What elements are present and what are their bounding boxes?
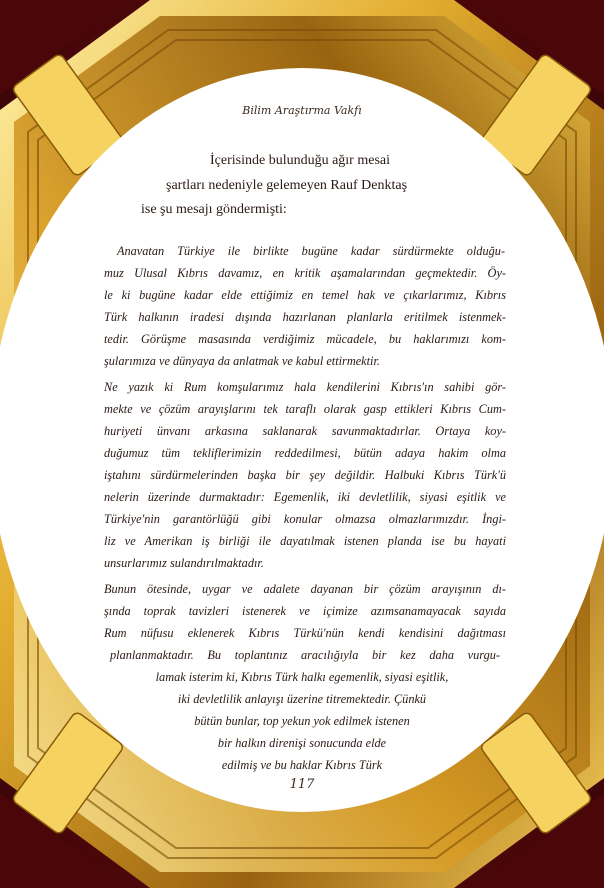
quote-line: muz Ulusal Kıbrıs davamız, en kritik aşamalarından geçmektedir. Öy-: [104, 266, 506, 280]
quote-line: Türk halkının iradesi dışında hazırlanan planlarla eritilmek istenmek-: [104, 310, 506, 324]
quote-line: iki devletlilik anlayışı üzerine titremektedir. Çünkü: [177, 692, 427, 706]
quote-line: lamak isterim ki, Kıbrıs Türk halkı egemenlik, siyasi eşitlik,: [155, 670, 449, 684]
quote-line: bütün bunlar, top yekun yok edilmek istenen: [194, 714, 410, 728]
quote-line: şında toprak tavizleri istenerek ve içimize azımsanamayacak sayıda: [104, 604, 506, 618]
quote-line: şularımıza ve dünyaya da anlatmak ve kabul ettirmektir.: [104, 354, 380, 368]
quote-line: Bunun ötesinde, uygar ve adalete dayanan bir çözüm arayışının dı-: [104, 582, 506, 596]
page-header: Bilim Araştırma Vakfı: [242, 104, 362, 117]
quote-line: Türkiye'nin garantörlüğü gibi konular olmazsa olmazlarımızdır. İngi-: [104, 512, 506, 526]
quote-line: bir halkın direnişi sonucunda elde: [217, 736, 387, 750]
intro-line: şartları nedeniyle gelemeyen Rauf Denktaş: [166, 178, 408, 193]
quote-line: unsurlarımız sulandırılmaktadır.: [104, 556, 264, 570]
quote-line: duğumuz tüm tekliflerimizin reddedilmesi, bütün adaya hakim olma: [104, 446, 506, 460]
quote-line: Ne yazık ki Rum komşularımız hala kendilerini Kıbrıs'ın sahibi gör-: [104, 380, 506, 394]
quote-line: le ki bugüne kadar elde ettiğimiz en temel hak ve çıkarlarımız, Kıbrıs: [104, 288, 506, 302]
quote-line: Rum nüfusu eklenerek Kıbrıs Türkü'nün kendi kendisini dağıtması: [104, 626, 506, 640]
quote-line: Anavatan Türkiye ile birlikte bugüne kadar sürdürmekte olduğu-: [117, 244, 505, 258]
quote-line: edilmiş ve bu haklar Kıbrıs Türk: [221, 758, 383, 772]
quote-line: nelerin üzerinde durmaktadır: Egemenlik, iki devletlilik, siyasi eşitlik ve: [104, 490, 506, 504]
quote-line: iştahını sürdürmelerinden başka bir şey değildir. Halbuki Kıbrıs Türk'ü: [104, 468, 506, 482]
page-number: 117: [289, 777, 315, 792]
quote-line: mekte ve çözüm arayışlarını tek taraflı olarak gasp ettikleri Kıbrıs Cum-: [104, 402, 506, 416]
quote-line: planlanmaktadır. Bu toplantınız aracılığıyla bir kez daha vurgu-: [110, 648, 500, 662]
quote-line: tedir. Görüşme masasında verdiğimiz mücadele, bu haklarımızı kom-: [104, 332, 506, 346]
quote-line: liz ve Amerikan iş birliği ile dayatılmak istenen planda ise bu hayati: [104, 534, 506, 548]
intro-line: İçerisinde bulunduğu ağır mesai: [210, 153, 391, 168]
intro-line: ise şu mesajı göndermişti:: [141, 202, 287, 217]
quote-line: huriyeti ünvanı arkasına saklanarak savunmaktadırlar. Ortaya koy-: [104, 424, 506, 438]
